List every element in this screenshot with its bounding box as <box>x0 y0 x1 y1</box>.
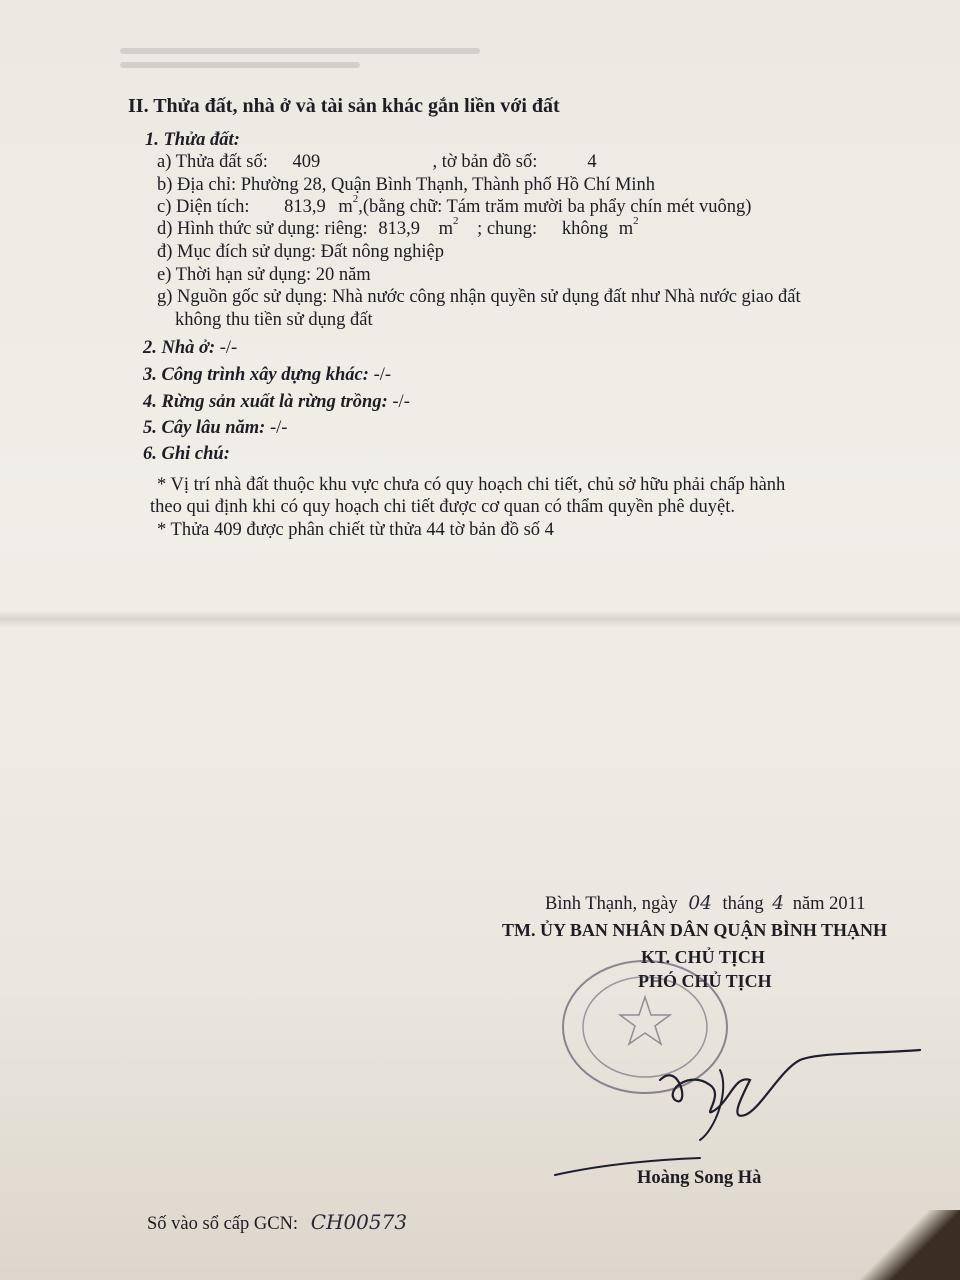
purpose-row <box>157 242 444 263</box>
usage-private-value: 813,9 <box>378 219 420 239</box>
date-day: 04 <box>688 893 712 914</box>
parcel-number-row <box>157 152 597 173</box>
forest-row <box>143 392 410 413</box>
origin-row <box>157 287 801 308</box>
area-words: ,(bằng chữ: Tám trăm mười ba phẩy chín mét vuông) <box>358 197 752 217</box>
origin-value-2: không thu tiền sử dụng đất <box>175 310 373 330</box>
notes-heading: 6. Ghi chú: <box>143 444 230 464</box>
address-label: b) Địa chỉ: <box>157 175 237 195</box>
usage-common-value: không <box>561 219 609 239</box>
register-value: CH00573 <box>310 1210 408 1234</box>
house-label: 2. Nhà ở: <box>143 338 216 358</box>
signer-name: Hoàng Song Hà <box>637 1168 762 1188</box>
area-value: 813,9 <box>284 197 326 217</box>
register-label: Số vào sổ cấp GCN: <box>147 1214 299 1234</box>
background-corner <box>860 1210 960 1280</box>
note-2: * Thửa 409 được phân chiết từ thửa 44 tờ bản đồ số 4 <box>157 520 554 540</box>
faded-header-text <box>120 40 520 85</box>
date-month-label: tháng <box>722 894 764 914</box>
register-row <box>147 1210 407 1235</box>
date-prefix: Bình Thạnh, ngày <box>545 894 678 914</box>
handwritten-signature <box>540 1040 930 1180</box>
construction-row <box>143 365 391 386</box>
map-sheet-label: , tờ bản đồ số: <box>432 152 538 172</box>
date-year: năm 2011 <box>792 894 866 914</box>
signer-role-1: KT. CHỦ TỊCH <box>641 947 765 967</box>
paper-fold <box>0 610 960 628</box>
house-row <box>143 338 237 359</box>
forest-label: 4. Rừng sản xuất là rừng trồng: <box>143 392 388 412</box>
note-1-line-1: * Vị trí nhà đất thuộc khu vực chưa có quy hoạch chi tiết, chủ sở hữu phải chấp hành <box>157 475 786 495</box>
area-label: c) Diện tích: <box>157 197 250 217</box>
term-value: 20 năm <box>315 265 371 285</box>
construction-label: 3. Công trình xây dựng khác: <box>143 365 369 385</box>
area-unit-sup: 2 <box>352 193 359 205</box>
parcel-number-value: 409 <box>292 152 321 172</box>
purpose-value: Đất nông nghiệp <box>320 242 444 262</box>
map-sheet-value: 4 <box>587 152 597 172</box>
usage-common-unit: m <box>618 219 634 239</box>
note-1-line-2: theo qui định khi có quy hoạch chi tiết được cơ quan có thẩm quyền phê duyệt. <box>150 497 735 517</box>
origin-value-1: Nhà nước công nhận quyền sử dụng đất như Nhà nước giao đất <box>331 287 801 307</box>
usage-private-sup: 2 <box>452 215 459 227</box>
usage-common-label: ; chung: <box>477 219 538 239</box>
address-row <box>157 175 655 196</box>
term-row <box>157 265 371 286</box>
forest-value: -/- <box>392 392 410 412</box>
date-line <box>545 893 865 915</box>
perennial-label: 5. Cây lâu năm: <box>143 418 266 438</box>
usage-form-row <box>157 215 639 240</box>
house-value: -/- <box>219 338 238 358</box>
area-unit: m <box>338 197 353 217</box>
parcel-number-label: a) Thửa đất số: <box>157 152 268 172</box>
parcel-heading: 1. Thửa đất: <box>145 130 240 150</box>
usage-private-unit: m <box>438 219 453 239</box>
usage-form-label: d) Hình thức sử dụng: riêng: <box>157 219 368 239</box>
section-title: II. Thửa đất, nhà ở và tài sản khác gắn liền với đất <box>128 95 560 117</box>
organization: TM. ỦY BAN NHÂN DÂN QUẬN BÌNH THẠNH <box>502 920 888 940</box>
date-month: 4 <box>772 893 785 914</box>
address-value: Phường 28, Quận Bình Thạnh, Thành phố Hồ Chí Minh <box>240 175 656 195</box>
term-label: e) Thời hạn sử dụng: <box>157 265 312 285</box>
usage-common-sup: 2 <box>633 215 639 227</box>
origin-label: g) Nguồn gốc sử dụng: <box>157 287 328 307</box>
perennial-row <box>143 418 287 439</box>
perennial-value: -/- <box>269 418 288 438</box>
construction-value: -/- <box>373 365 392 385</box>
signer-role-2: PHÓ CHỦ TỊCH <box>638 971 772 991</box>
purpose-label: đ) Mục đích sử dụng: <box>157 242 317 262</box>
